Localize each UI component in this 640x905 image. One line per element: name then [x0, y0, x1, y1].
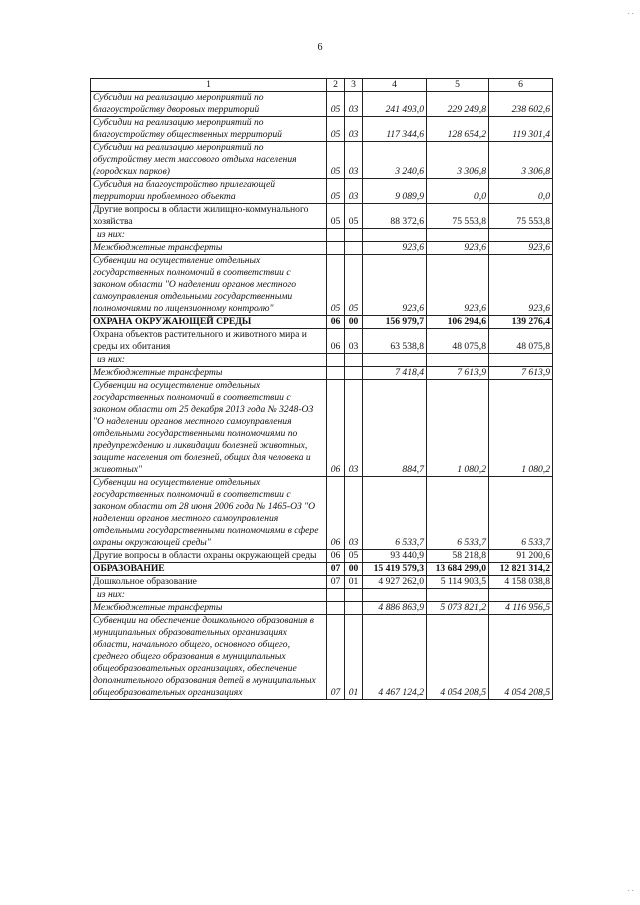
row-name-cell: Субсидии на реализацию мероприятий по обустройству мест массового отдыха населения (городских парков)	[91, 142, 327, 179]
section-code-cell: 06	[327, 477, 345, 550]
section-code-cell: 07	[327, 563, 345, 576]
subsection-code-cell: 03	[345, 92, 363, 117]
value-col4-cell: 6 533,7	[363, 477, 427, 550]
section-code-cell: 07	[327, 576, 345, 589]
row-name-cell: Субвенции на осуществление отдельных государственных полномочий в соответствии с законом области "О наделении органов местного самоуправления отдельными государственными полномочиями по лицензионному контролю"	[91, 255, 327, 316]
value-col6-cell: 48 075,8	[489, 329, 553, 354]
row-name-cell: Субсидии на реализацию мероприятий по благоустройству общественных территорий	[91, 117, 327, 142]
value-col4-cell: 7 418,4	[363, 367, 427, 380]
row-name-cell: Субвенции на обеспечение дошкольного образования в муниципальных образовательных организациях области, начального общего, основного общего, среднего общего образования в муниципальных общеобразовательных организациях, обеспечение дополнительного образования детей в муниципальных общеобразовательных организациях	[91, 615, 327, 700]
value-col6-cell: 1 080,2	[489, 380, 553, 477]
row-name-cell: Дошкольное образование	[91, 576, 327, 589]
value-col4-cell: 93 440,9	[363, 550, 427, 563]
value-col5-cell: 6 533,7	[427, 477, 489, 550]
table-row	[91, 563, 553, 576]
value-col6-cell: 4 116 956,5	[489, 602, 553, 615]
table-row	[91, 229, 553, 242]
row-name-cell: из них:	[91, 589, 327, 602]
subsection-code-cell: 00	[345, 563, 363, 576]
section-code-cell	[327, 367, 345, 380]
value-col6-cell: 923,6	[489, 242, 553, 255]
edge-mark: · ·	[627, 10, 634, 18]
header-cell: 3	[345, 79, 363, 92]
subsection-code-cell: 00	[345, 316, 363, 329]
section-code-cell: 07	[327, 615, 345, 700]
table-row	[91, 204, 553, 229]
section-code-cell: 05	[327, 117, 345, 142]
value-col4-cell: 884,7	[363, 380, 427, 477]
value-col4-cell: 4 467 124,2	[363, 615, 427, 700]
header-row	[91, 79, 553, 92]
table-row	[91, 576, 553, 589]
page-number: 6	[317, 42, 323, 53]
row-name-cell: Другие вопросы в области охраны окружающей среды	[91, 550, 327, 563]
subsection-code-cell: 03	[345, 179, 363, 204]
subsection-code-cell: 05	[345, 255, 363, 316]
header-cell: 2	[327, 79, 345, 92]
table-row	[91, 142, 553, 179]
value-col5-cell: 5 114 903,5	[427, 576, 489, 589]
value-col4-cell: 15 419 579,3	[363, 563, 427, 576]
value-col6-cell: 7 613,9	[489, 367, 553, 380]
value-col5-cell: 13 684 299,0	[427, 563, 489, 576]
table-row	[91, 242, 553, 255]
header-cell: 4	[363, 79, 427, 92]
row-name-cell: Охрана объектов растительного и животного мира и среды их обитания	[91, 329, 327, 354]
table-row	[91, 179, 553, 204]
value-col6-cell: 4 158 038,8	[489, 576, 553, 589]
table-row	[91, 92, 553, 117]
value-col6-cell: 238 602,6	[489, 92, 553, 117]
section-code-cell	[327, 589, 345, 602]
value-col4-cell: 63 538,8	[363, 329, 427, 354]
budget-table-body	[91, 79, 553, 700]
table-row	[91, 589, 553, 602]
value-col5-cell: 48 075,8	[427, 329, 489, 354]
table-row	[91, 615, 553, 700]
value-col5-cell: 106 294,6	[427, 316, 489, 329]
value-col4-cell: 923,6	[363, 242, 427, 255]
value-col6-cell	[489, 589, 553, 602]
value-col5-cell	[427, 589, 489, 602]
row-name-cell: ОБРАЗОВАНИЕ	[91, 563, 327, 576]
section-code-cell	[327, 602, 345, 615]
section-code-cell	[327, 354, 345, 367]
table-row	[91, 367, 553, 380]
value-col6-cell: 923,6	[489, 255, 553, 316]
value-col6-cell: 75 553,8	[489, 204, 553, 229]
subsection-code-cell	[345, 229, 363, 242]
subsection-code-cell: 05	[345, 204, 363, 229]
value-col5-cell: 1 080,2	[427, 380, 489, 477]
value-col5-cell: 923,6	[427, 255, 489, 316]
value-col5-cell: 5 073 821,2	[427, 602, 489, 615]
subsection-code-cell	[345, 242, 363, 255]
row-name-cell: Другие вопросы в области жилищно-коммунального хозяйства	[91, 204, 327, 229]
value-col6-cell	[489, 354, 553, 367]
value-col5-cell: 58 218,8	[427, 550, 489, 563]
table-row	[91, 255, 553, 316]
subsection-code-cell: 03	[345, 329, 363, 354]
header-cell: 6	[489, 79, 553, 92]
value-col6-cell: 0,0	[489, 179, 553, 204]
value-col4-cell	[363, 354, 427, 367]
table-row	[91, 477, 553, 550]
subsection-code-cell	[345, 367, 363, 380]
value-col4-cell: 156 979,7	[363, 316, 427, 329]
row-name-cell: Субсидия на благоустройство прилегающей территории проблемного объекта	[91, 179, 327, 204]
section-code-cell: 06	[327, 329, 345, 354]
subsection-code-cell	[345, 602, 363, 615]
section-code-cell: 05	[327, 142, 345, 179]
row-name-cell: Субвенции на осуществление отдельных государственных полномочий в соответствии с законом области от 25 декабря 2013 года № 3248-ОЗ "О наделении органов местного самоуправления отдельными государственными полномочиями по предупреждению и ликвидации болезней животных, защите населения от болезней, общих для человека и животных"	[91, 380, 327, 477]
section-code-cell: 06	[327, 316, 345, 329]
table-row	[91, 550, 553, 563]
value-col4-cell	[363, 229, 427, 242]
row-name-cell: Межбюджетные трансферты	[91, 242, 327, 255]
value-col5-cell: 923,6	[427, 242, 489, 255]
value-col4-cell: 4 927 262,0	[363, 576, 427, 589]
row-name-cell: из них:	[91, 354, 327, 367]
table-row	[91, 602, 553, 615]
value-col5-cell: 7 613,9	[427, 367, 489, 380]
value-col6-cell	[489, 229, 553, 242]
value-col6-cell: 4 054 208,5	[489, 615, 553, 700]
section-code-cell: 06	[327, 380, 345, 477]
value-col5-cell: 128 654,2	[427, 117, 489, 142]
value-col4-cell: 117 344,6	[363, 117, 427, 142]
subsection-code-cell	[345, 589, 363, 602]
value-col4-cell: 9 089,9	[363, 179, 427, 204]
subsection-code-cell: 03	[345, 117, 363, 142]
row-name-cell: Субвенции на осуществление отдельных государственных полномочий в соответствии с законом области от 28 июня 2006 года № 1465-ОЗ "О наделении органов местного самоуправления отдельными государственными полномочиями в сфере охраны окружающей среды"	[91, 477, 327, 550]
section-code-cell: 05	[327, 204, 345, 229]
value-col6-cell: 139 276,4	[489, 316, 553, 329]
table-row	[91, 316, 553, 329]
row-name-cell: Субсидии на реализацию мероприятий по благоустройству дворовых территорий	[91, 92, 327, 117]
value-col5-cell: 3 306,8	[427, 142, 489, 179]
value-col6-cell: 119 301,4	[489, 117, 553, 142]
header-cell: 5	[427, 79, 489, 92]
subsection-code-cell: 05	[345, 550, 363, 563]
row-name-cell: ОХРАНА ОКРУЖАЮЩЕЙ СРЕДЫ	[91, 316, 327, 329]
section-code-cell: 06	[327, 550, 345, 563]
value-col6-cell: 91 200,6	[489, 550, 553, 563]
subsection-code-cell: 01	[345, 576, 363, 589]
value-col4-cell: 88 372,6	[363, 204, 427, 229]
value-col5-cell	[427, 229, 489, 242]
section-code-cell	[327, 229, 345, 242]
table-row	[91, 117, 553, 142]
section-code-cell: 05	[327, 255, 345, 316]
value-col4-cell	[363, 589, 427, 602]
section-code-cell	[327, 242, 345, 255]
header-cell: 1	[91, 79, 327, 92]
table-row	[91, 354, 553, 367]
subsection-code-cell: 01	[345, 615, 363, 700]
table-row	[91, 329, 553, 354]
budget-table	[90, 78, 553, 700]
value-col5-cell	[427, 354, 489, 367]
value-col4-cell: 3 240,6	[363, 142, 427, 179]
value-col6-cell: 12 821 314,2	[489, 563, 553, 576]
subsection-code-cell: 03	[345, 142, 363, 179]
value-col5-cell: 4 054 208,5	[427, 615, 489, 700]
value-col6-cell: 6 533,7	[489, 477, 553, 550]
subsection-code-cell	[345, 354, 363, 367]
value-col4-cell: 4 886 863,9	[363, 602, 427, 615]
value-col5-cell: 0,0	[427, 179, 489, 204]
row-name-cell: Межбюджетные трансферты	[91, 602, 327, 615]
section-code-cell: 05	[327, 179, 345, 204]
section-code-cell: 05	[327, 92, 345, 117]
value-col5-cell: 75 553,8	[427, 204, 489, 229]
table-row	[91, 380, 553, 477]
value-col6-cell: 3 306,8	[489, 142, 553, 179]
row-name-cell: Межбюджетные трансферты	[91, 367, 327, 380]
edge-mark: · ·	[627, 887, 634, 895]
row-name-cell: из них:	[91, 229, 327, 242]
value-col5-cell: 229 249,8	[427, 92, 489, 117]
subsection-code-cell: 03	[345, 380, 363, 477]
value-col4-cell: 923,6	[363, 255, 427, 316]
value-col4-cell: 241 493,0	[363, 92, 427, 117]
subsection-code-cell: 03	[345, 477, 363, 550]
